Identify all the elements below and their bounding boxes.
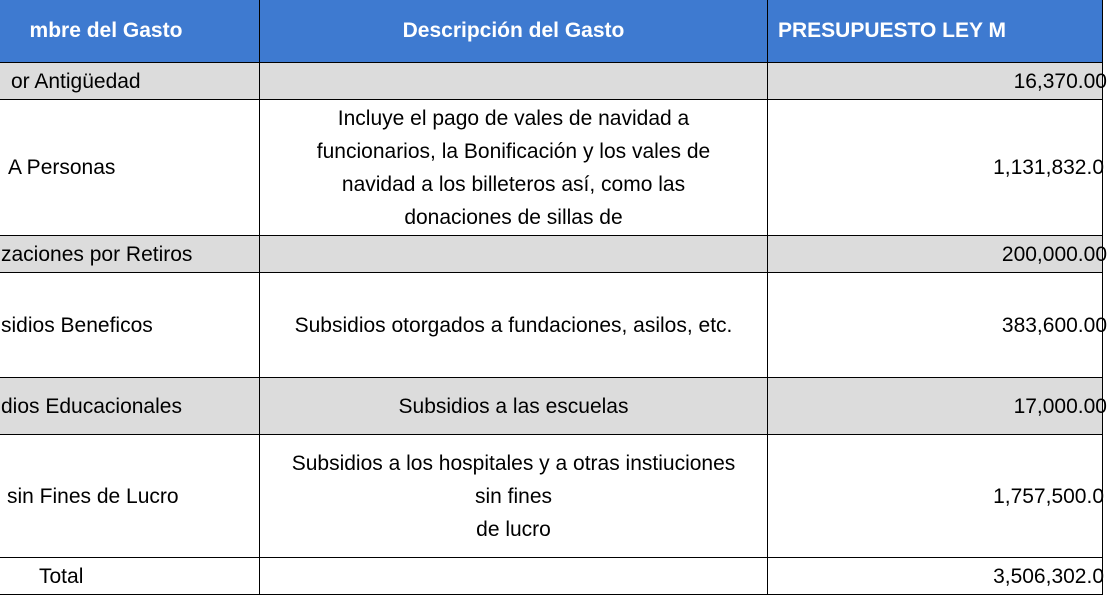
description-line: sin fines: [474, 484, 553, 508]
table-row: [0, 435, 1103, 558]
description-line: funcionarios, la Bonificación y los vales de: [316, 139, 711, 163]
description-line: de lucro: [476, 517, 551, 541]
cell-expense-description[interactable]: [260, 100, 768, 236]
cell-expense-name[interactable]: A Personas: [0, 100, 260, 236]
cell-expense-description[interactable]: [260, 435, 768, 558]
cell-amount[interactable]: [768, 378, 1107, 435]
table-row: [0, 273, 1103, 378]
table-row: [0, 236, 1103, 273]
description-line: Subsidios a los hospitales y a otras instiuciones: [291, 451, 736, 475]
cell-total-label[interactable]: Total: [0, 558, 260, 595]
description-line: donaciones de sillas de: [404, 205, 623, 229]
cell-total-amount[interactable]: [768, 558, 1103, 595]
table-row: [0, 100, 1103, 236]
amount-value: 3,506,302.0: [993, 564, 1104, 588]
cell-amount[interactable]: [768, 236, 1107, 273]
amount-value: 200,000.00: [1001, 242, 1107, 266]
cell-expense-description[interactable]: [260, 63, 768, 100]
cell-expense-name[interactable]: zaciones por Retiros: [0, 236, 260, 273]
cell-expense-description[interactable]: [260, 273, 768, 378]
description-line: Incluye el pago de vales de navidad a: [337, 106, 690, 130]
amount-value: 1,131,832.0: [993, 156, 1104, 179]
cell-amount[interactable]: [768, 63, 1107, 100]
cell-expense-name[interactable]: dios Educacionales: [0, 378, 260, 435]
amount-value: 16,370.00: [1013, 69, 1107, 93]
cell-amount[interactable]: [768, 100, 1103, 236]
header-row: [0, 0, 1103, 63]
cell-amount[interactable]: [768, 273, 1107, 378]
amount-value: 1,757,500.0: [993, 484, 1104, 508]
description-line: Subsidios otorgados a fundaciones, asilos, etc.: [294, 313, 733, 337]
description-line: navidad a los billeteros así, como las: [341, 172, 686, 196]
cell-expense-name[interactable]: sin Fines de Lucro: [0, 435, 260, 558]
cell-expense-description[interactable]: [260, 378, 768, 435]
table-row-total: [0, 558, 1103, 595]
amount-value: 17,000.00: [1013, 394, 1107, 418]
header-expense-name[interactable]: mbre del Gasto: [0, 0, 260, 63]
cell-expense-description[interactable]: [260, 558, 768, 595]
header-expense-description[interactable]: Descripción del Gasto: [260, 0, 768, 63]
table-row: [0, 63, 1103, 100]
cell-expense-name[interactable]: sidios Beneficos: [0, 273, 260, 378]
header-budget[interactable]: PRESUPUESTO LEY M: [768, 0, 1103, 63]
cell-amount[interactable]: [768, 435, 1103, 558]
cell-expense-description[interactable]: [260, 236, 768, 273]
cell-expense-name[interactable]: or Antigüedad: [0, 63, 260, 100]
amount-value: 383,600.00: [1001, 313, 1107, 337]
description-line: Subsidios a las escuelas: [398, 394, 629, 418]
table-row: [0, 378, 1103, 435]
